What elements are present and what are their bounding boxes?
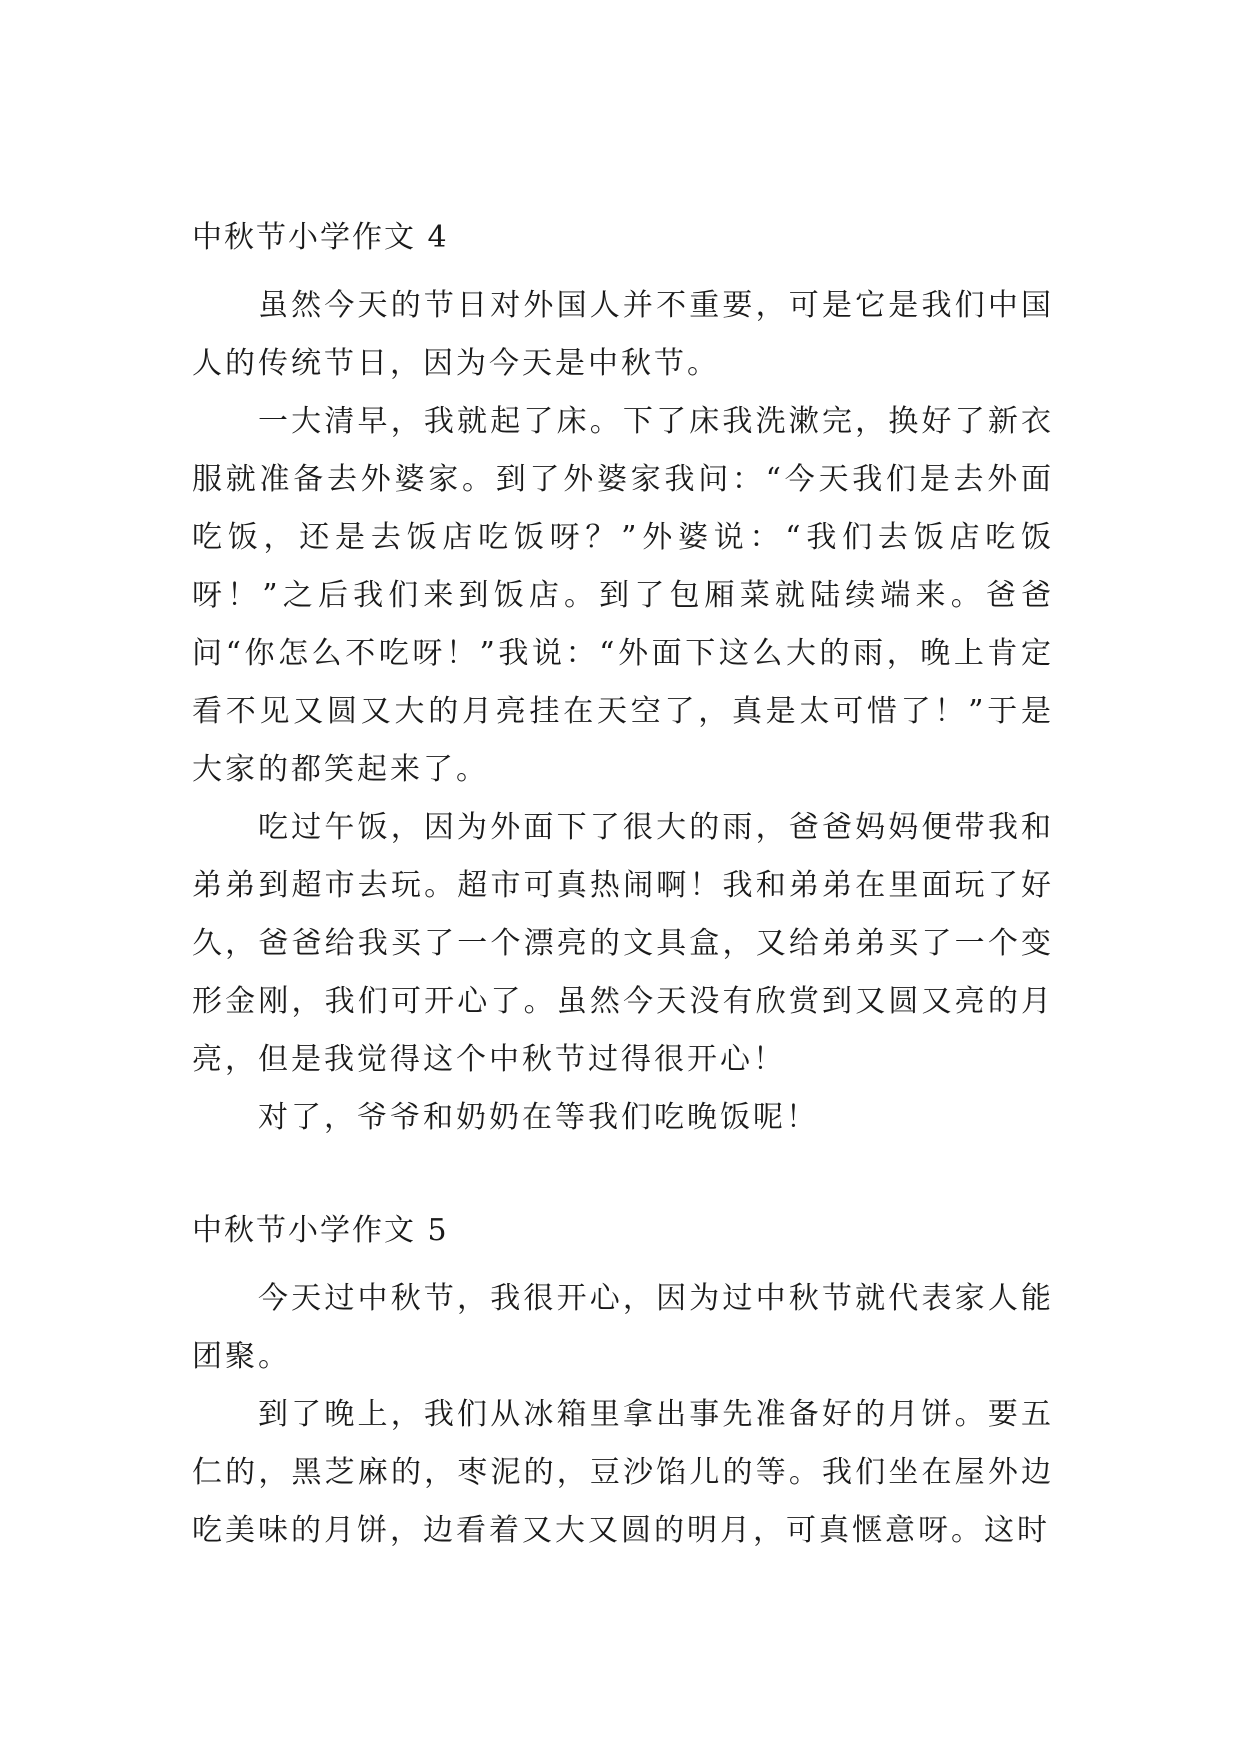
essay-paragraph: 到了晚上，我们从冰箱里拿出事先准备好的月饼。要五仁的，黑芝麻的，枣泥的，豆沙馅儿的等。我们坐在屋外边吃美味的月饼，边看着又大又圆的明月，可真惬意呀。这时 [192,1397,1054,1548]
essay-paragraph: 虽然今天的节日对外国人并不重要，可是它是我们中国人的传统节日，因为今天是中秋节。 [192,288,1054,381]
essay-section [192,1213,1054,1560]
essay-title: 中秋节小学作文 4 [192,220,449,255]
essay-paragraph: 吃过午饭，因为外面下了很大的雨，爸爸妈妈便带我和弟弟到超市去玩。超市可真热闹啊！我和弟弟在里面玩了好久，爸爸给我买了一个漂亮的文具盒，又给弟弟买了一个变形金刚，我们可开心了。虽然今天没有欣赏到又圆又亮的月亮，但是我觉得这个中秋节过得很开心！ [192,810,1054,1077]
essay-title: 中秋节小学作文 5 [192,1213,449,1248]
essay-section [192,220,1054,1147]
essay-paragraph: 一大清早，我就起了床。下了床我洗漱完，换好了新衣服就准备去外婆家。到了外婆家我问：“今天我们是去外面吃饭，还是去饭店吃饭呀？”外婆说：“我们去饭店吃饭呀！”之后我们来到饭店。到了包厢菜就陆续端来。爸爸问“你怎么不吃呀！”我说：“外面下这么大的雨，晚上肯定看不见又圆又大的月亮挂在天空了，真是太可惜了！”于是大家的都笑起来了。 [192,404,1054,787]
essay-paragraph: 今天过中秋节，我很开心，因为过中秋节就代表家人能团聚。 [192,1281,1054,1374]
essay-paragraph: 对了，爷爷和奶奶在等我们吃晚饭呢！ [258,1100,819,1135]
